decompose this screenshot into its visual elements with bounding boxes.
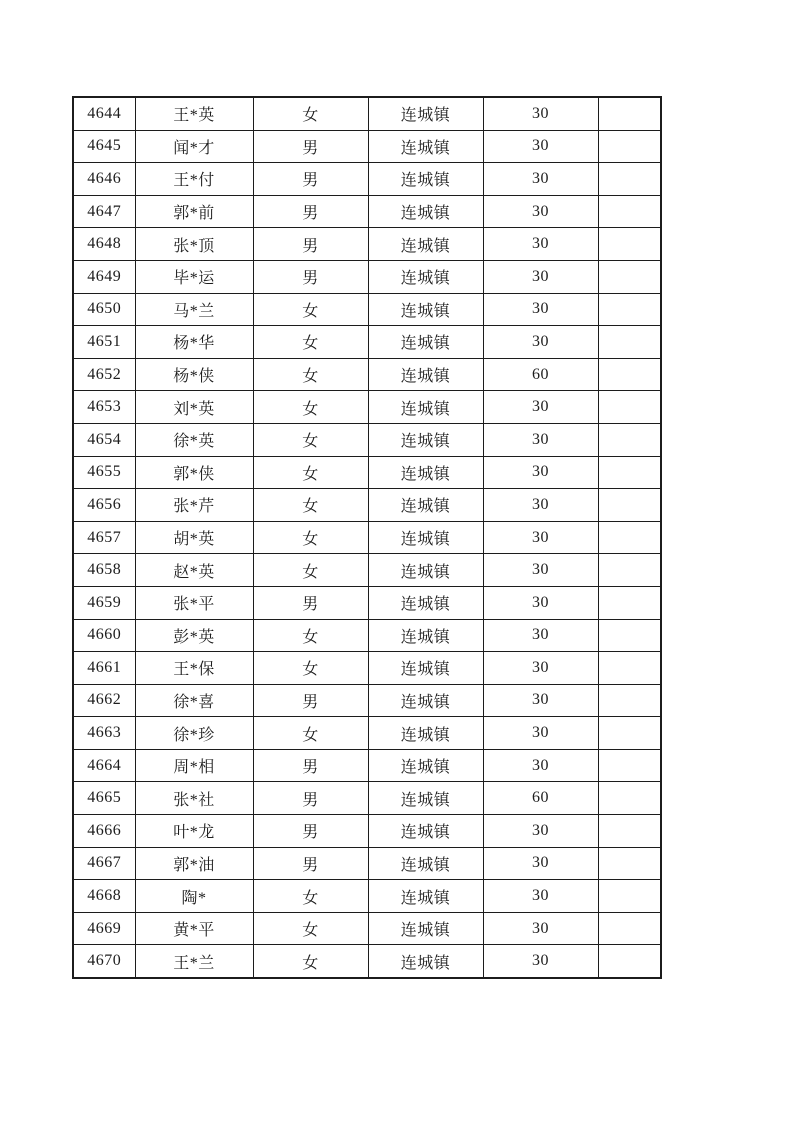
gender-cell: 女 bbox=[253, 945, 368, 978]
amount-cell: 60 bbox=[483, 358, 598, 391]
amount-cell: 30 bbox=[483, 912, 598, 945]
town-cell: 连城镇 bbox=[368, 521, 483, 554]
id-cell: 4652 bbox=[73, 358, 135, 391]
id-cell: 4648 bbox=[73, 228, 135, 261]
town-cell: 连城镇 bbox=[368, 717, 483, 750]
table-row bbox=[73, 358, 661, 391]
table-row bbox=[73, 912, 661, 945]
id-cell: 4645 bbox=[73, 130, 135, 163]
town-cell: 连城镇 bbox=[368, 815, 483, 848]
name-cell: 叶*龙 bbox=[135, 815, 253, 848]
town-cell: 连城镇 bbox=[368, 782, 483, 815]
name-cell: 陶* bbox=[135, 880, 253, 913]
note-cell bbox=[598, 521, 661, 554]
amount-cell: 30 bbox=[483, 423, 598, 456]
town-cell: 连城镇 bbox=[368, 228, 483, 261]
note-cell bbox=[598, 163, 661, 196]
note-cell bbox=[598, 847, 661, 880]
table-row bbox=[73, 880, 661, 913]
name-cell: 杨*华 bbox=[135, 326, 253, 359]
note-cell bbox=[598, 554, 661, 587]
note-cell bbox=[598, 619, 661, 652]
gender-cell: 男 bbox=[253, 782, 368, 815]
gender-cell: 女 bbox=[253, 554, 368, 587]
gender-cell: 女 bbox=[253, 521, 368, 554]
id-cell: 4653 bbox=[73, 391, 135, 424]
amount-cell: 30 bbox=[483, 619, 598, 652]
amount-cell: 30 bbox=[483, 847, 598, 880]
town-cell: 连城镇 bbox=[368, 326, 483, 359]
note-cell bbox=[598, 815, 661, 848]
id-cell: 4668 bbox=[73, 880, 135, 913]
note-cell bbox=[598, 358, 661, 391]
table-row bbox=[73, 847, 661, 880]
amount-cell: 30 bbox=[483, 195, 598, 228]
amount-cell: 30 bbox=[483, 815, 598, 848]
note-cell bbox=[598, 423, 661, 456]
town-cell: 连城镇 bbox=[368, 847, 483, 880]
amount-cell: 30 bbox=[483, 880, 598, 913]
gender-cell: 女 bbox=[253, 326, 368, 359]
name-cell: 毕*运 bbox=[135, 260, 253, 293]
name-cell: 赵*英 bbox=[135, 554, 253, 587]
id-cell: 4654 bbox=[73, 423, 135, 456]
gender-cell: 女 bbox=[253, 489, 368, 522]
note-cell bbox=[598, 945, 661, 978]
gender-cell: 男 bbox=[253, 847, 368, 880]
town-cell: 连城镇 bbox=[368, 489, 483, 522]
note-cell bbox=[598, 880, 661, 913]
table-row bbox=[73, 815, 661, 848]
amount-cell: 30 bbox=[483, 260, 598, 293]
table-row bbox=[73, 717, 661, 750]
table-row bbox=[73, 749, 661, 782]
amount-cell: 30 bbox=[483, 489, 598, 522]
amount-cell: 30 bbox=[483, 163, 598, 196]
name-cell: 徐*珍 bbox=[135, 717, 253, 750]
id-cell: 4649 bbox=[73, 260, 135, 293]
id-cell: 4657 bbox=[73, 521, 135, 554]
table-row bbox=[73, 945, 661, 978]
gender-cell: 女 bbox=[253, 423, 368, 456]
id-cell: 4669 bbox=[73, 912, 135, 945]
town-cell: 连城镇 bbox=[368, 912, 483, 945]
id-cell: 4661 bbox=[73, 652, 135, 685]
amount-cell: 30 bbox=[483, 97, 598, 130]
note-cell bbox=[598, 326, 661, 359]
town-cell: 连城镇 bbox=[368, 945, 483, 978]
amount-cell: 30 bbox=[483, 945, 598, 978]
gender-cell: 女 bbox=[253, 293, 368, 326]
note-cell bbox=[598, 391, 661, 424]
name-cell: 马*兰 bbox=[135, 293, 253, 326]
gender-cell: 男 bbox=[253, 815, 368, 848]
name-cell: 王*保 bbox=[135, 652, 253, 685]
gender-cell: 男 bbox=[253, 228, 368, 261]
town-cell: 连城镇 bbox=[368, 293, 483, 326]
name-cell: 王*付 bbox=[135, 163, 253, 196]
amount-cell: 30 bbox=[483, 554, 598, 587]
name-cell: 刘*英 bbox=[135, 391, 253, 424]
id-cell: 4660 bbox=[73, 619, 135, 652]
id-cell: 4666 bbox=[73, 815, 135, 848]
name-cell: 王*英 bbox=[135, 97, 253, 130]
id-cell: 4651 bbox=[73, 326, 135, 359]
table-row bbox=[73, 130, 661, 163]
id-cell: 4646 bbox=[73, 163, 135, 196]
table-row bbox=[73, 326, 661, 359]
name-cell: 张*顶 bbox=[135, 228, 253, 261]
amount-cell: 60 bbox=[483, 782, 598, 815]
id-cell: 4662 bbox=[73, 684, 135, 717]
town-cell: 连城镇 bbox=[368, 586, 483, 619]
id-cell: 4656 bbox=[73, 489, 135, 522]
name-cell: 郭*前 bbox=[135, 195, 253, 228]
name-cell: 彭*英 bbox=[135, 619, 253, 652]
town-cell: 连城镇 bbox=[368, 456, 483, 489]
note-cell bbox=[598, 717, 661, 750]
note-cell bbox=[598, 586, 661, 619]
table-row bbox=[73, 293, 661, 326]
note-cell bbox=[598, 228, 661, 261]
table-row bbox=[73, 228, 661, 261]
id-cell: 4650 bbox=[73, 293, 135, 326]
table-row bbox=[73, 489, 661, 522]
table-body bbox=[73, 97, 661, 978]
gender-cell: 女 bbox=[253, 880, 368, 913]
gender-cell: 男 bbox=[253, 684, 368, 717]
id-cell: 4647 bbox=[73, 195, 135, 228]
table-row bbox=[73, 619, 661, 652]
note-cell bbox=[598, 130, 661, 163]
table-row bbox=[73, 521, 661, 554]
id-cell: 4658 bbox=[73, 554, 135, 587]
town-cell: 连城镇 bbox=[368, 260, 483, 293]
town-cell: 连城镇 bbox=[368, 358, 483, 391]
gender-cell: 男 bbox=[253, 260, 368, 293]
table-row bbox=[73, 391, 661, 424]
note-cell bbox=[598, 97, 661, 130]
amount-cell: 30 bbox=[483, 228, 598, 261]
town-cell: 连城镇 bbox=[368, 880, 483, 913]
amount-cell: 30 bbox=[483, 293, 598, 326]
table-row bbox=[73, 97, 661, 130]
name-cell: 杨*侠 bbox=[135, 358, 253, 391]
amount-cell: 30 bbox=[483, 521, 598, 554]
table-row bbox=[73, 260, 661, 293]
table-row bbox=[73, 423, 661, 456]
town-cell: 连城镇 bbox=[368, 423, 483, 456]
id-cell: 4663 bbox=[73, 717, 135, 750]
town-cell: 连城镇 bbox=[368, 684, 483, 717]
id-cell: 4664 bbox=[73, 749, 135, 782]
table-row bbox=[73, 652, 661, 685]
table-row bbox=[73, 554, 661, 587]
name-cell: 闻*才 bbox=[135, 130, 253, 163]
note-cell bbox=[598, 749, 661, 782]
amount-cell: 30 bbox=[483, 717, 598, 750]
id-cell: 4667 bbox=[73, 847, 135, 880]
name-cell: 黄*平 bbox=[135, 912, 253, 945]
gender-cell: 女 bbox=[253, 912, 368, 945]
amount-cell: 30 bbox=[483, 652, 598, 685]
table-row bbox=[73, 782, 661, 815]
amount-cell: 30 bbox=[483, 130, 598, 163]
name-cell: 徐*喜 bbox=[135, 684, 253, 717]
id-cell: 4670 bbox=[73, 945, 135, 978]
gender-cell: 男 bbox=[253, 586, 368, 619]
gender-cell: 男 bbox=[253, 749, 368, 782]
note-cell bbox=[598, 293, 661, 326]
note-cell bbox=[598, 652, 661, 685]
amount-cell: 30 bbox=[483, 586, 598, 619]
table-row bbox=[73, 586, 661, 619]
town-cell: 连城镇 bbox=[368, 652, 483, 685]
note-cell bbox=[598, 912, 661, 945]
note-cell bbox=[598, 456, 661, 489]
gender-cell: 女 bbox=[253, 456, 368, 489]
gender-cell: 男 bbox=[253, 195, 368, 228]
note-cell bbox=[598, 684, 661, 717]
gender-cell: 女 bbox=[253, 97, 368, 130]
amount-cell: 30 bbox=[483, 749, 598, 782]
note-cell bbox=[598, 195, 661, 228]
name-cell: 徐*英 bbox=[135, 423, 253, 456]
name-cell: 张*社 bbox=[135, 782, 253, 815]
table-row bbox=[73, 195, 661, 228]
town-cell: 连城镇 bbox=[368, 554, 483, 587]
amount-cell: 30 bbox=[483, 456, 598, 489]
town-cell: 连城镇 bbox=[368, 163, 483, 196]
gender-cell: 男 bbox=[253, 130, 368, 163]
table-row bbox=[73, 456, 661, 489]
gender-cell: 女 bbox=[253, 358, 368, 391]
note-cell bbox=[598, 260, 661, 293]
town-cell: 连城镇 bbox=[368, 195, 483, 228]
table-row bbox=[73, 684, 661, 717]
gender-cell: 女 bbox=[253, 717, 368, 750]
amount-cell: 30 bbox=[483, 684, 598, 717]
records-table bbox=[72, 96, 662, 979]
gender-cell: 男 bbox=[253, 163, 368, 196]
town-cell: 连城镇 bbox=[368, 97, 483, 130]
town-cell: 连城镇 bbox=[368, 391, 483, 424]
id-cell: 4644 bbox=[73, 97, 135, 130]
gender-cell: 女 bbox=[253, 619, 368, 652]
id-cell: 4655 bbox=[73, 456, 135, 489]
note-cell bbox=[598, 489, 661, 522]
note-cell bbox=[598, 782, 661, 815]
town-cell: 连城镇 bbox=[368, 130, 483, 163]
name-cell: 周*相 bbox=[135, 749, 253, 782]
town-cell: 连城镇 bbox=[368, 619, 483, 652]
gender-cell: 女 bbox=[253, 652, 368, 685]
name-cell: 郭*油 bbox=[135, 847, 253, 880]
name-cell: 张*芹 bbox=[135, 489, 253, 522]
name-cell: 郭*侠 bbox=[135, 456, 253, 489]
amount-cell: 30 bbox=[483, 326, 598, 359]
table-row bbox=[73, 163, 661, 196]
town-cell: 连城镇 bbox=[368, 749, 483, 782]
id-cell: 4665 bbox=[73, 782, 135, 815]
name-cell: 张*平 bbox=[135, 586, 253, 619]
name-cell: 胡*英 bbox=[135, 521, 253, 554]
gender-cell: 女 bbox=[253, 391, 368, 424]
name-cell: 王*兰 bbox=[135, 945, 253, 978]
id-cell: 4659 bbox=[73, 586, 135, 619]
amount-cell: 30 bbox=[483, 391, 598, 424]
